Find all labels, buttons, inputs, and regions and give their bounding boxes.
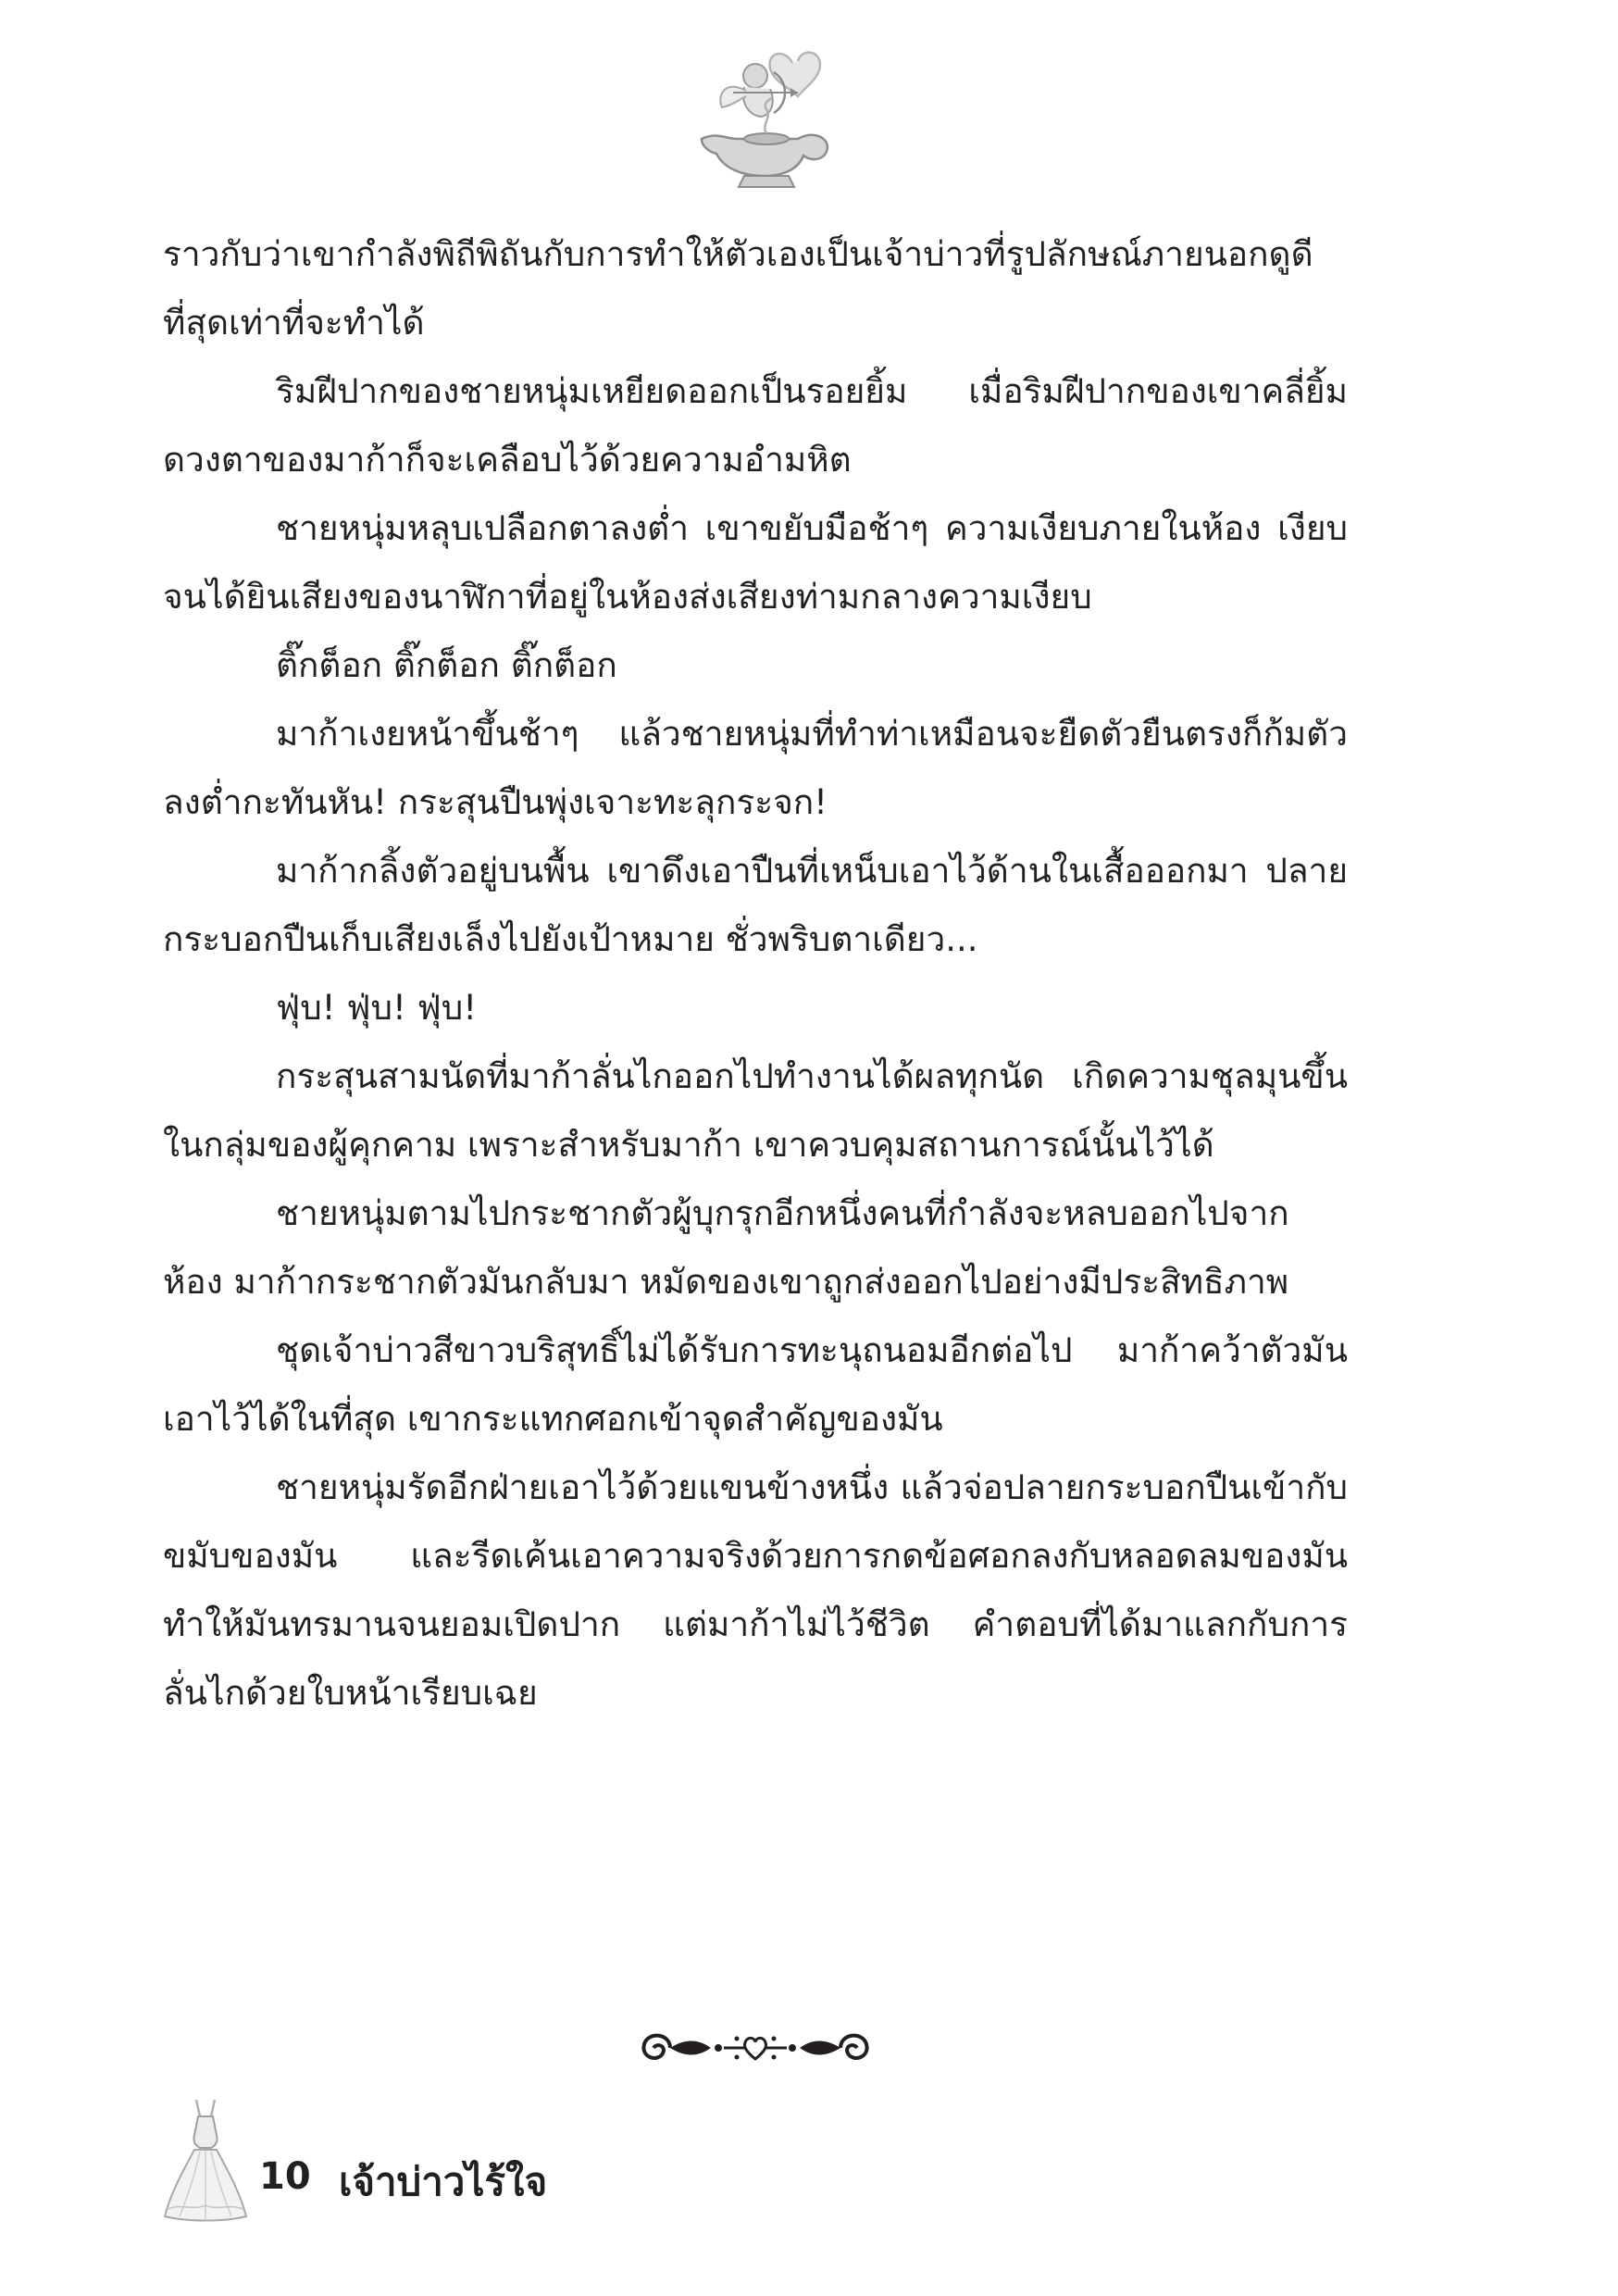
paragraph: ราวกับว่าเขากำลังพิถีพิถันกับการทำให้ตัวเองเป็นเจ้าบ่าวที่รูปลักษณ์ภายนอกดูดีที่สุดเท่าที่จะทำได้ <box>163 234 1313 343</box>
paragraph: ฟุ่บ! ฟุ่บ! ฟุ่บ! <box>276 988 478 1028</box>
cupid-genie-lamp-icon <box>689 35 837 193</box>
paragraph: ติ๊กต็อก ติ๊กต็อก ติ๊กต็อก <box>276 645 617 685</box>
paragraph: มาก้ากลิ้งตัวอยู่บนพื้น เขาดึงเอาปืนที่เหน็บเอาไว้ด้านในเสื้อออกมา ปลายกระบอกปืนเก็บเสียงเล็งไปยังเป้าหมาย ชั่วพริบตาเดียว... <box>163 851 1348 959</box>
paragraph: ชุดเจ้าบ่าวสีขาวบริสุทธิ์ไม่ได้รับการทะนุถนอมอีกต่อไป มาก้าคว้าตัวมันเอาไว้ได้ในที่สุด เขากระแทกศอกเข้าจุดสำคัญของมัน <box>163 1330 1348 1439</box>
page-footer <box>163 2094 811 2233</box>
flourish-heart-divider-icon <box>633 2018 877 2078</box>
paragraph: ชายหนุ่มหลุบเปลือกตาลงต่ำ เขาขยับมือช้าๆ ความเงียบภายในห้อง เงียบจนได้ยินเสียงของนาฬิกาที่อยู่ในห้องส่งเสียงท่ามกลางความเงียบ <box>163 508 1348 617</box>
paragraph: ริมฝีปากของชายหนุ่มเหยียดออกเป็นรอยยิ้ม เมื่อริมฝีปากของเขาคลี่ยิ้ม ดวงตาของมาก้าก็จะเคลือบไว้ด้วยความอำมหิต <box>163 371 1348 480</box>
book-title: เจ้าบ่าวไร้ใจ <box>339 2159 548 2204</box>
wedding-dress-icon <box>163 2094 248 2224</box>
paragraph: ชายหนุ่มตามไปกระชากตัวผู้บุกรุกอีกหนึ่งคนที่กำลังจะหลบออกไปจากห้อง มาก้ากระชากตัวมันกลับมา หมัดของเขาถูกส่งออกไปอย่างมีประสิทธิภาพ <box>163 1193 1289 1302</box>
paragraph: ชายหนุ่มรัดอีกฝ่ายเอาไว้ด้วยแขนข้างหนึ่ง แล้วจ่อปลายกระบอกปืนเข้ากับขมับของมัน และรีดเค้นเอาความจริงด้วยการกดข้อศอกลงกับหลอดลมของมัน ทำให้มันทรมานจนยอมเปิดปาก แต่มาก้าไม่ไว้ชีวิต คำตอบที่ได้มาแลกกับการลั่นไกด้วยใบหน้าเรียบเฉย <box>163 1467 1348 1713</box>
body-text <box>163 220 1348 1728</box>
page-number: 10 <box>259 2155 311 2198</box>
paragraph: กระสุนสามนัดที่มาก้าลั่นไกออกไปทำงานได้ผลทุกนัด เกิดความชุลมุนขึ้นในกลุ่มของผู้คุกคาม เพราะสำหรับมาก้า เขาควบคุมสถานการณ์นั้นไว้ได้ <box>163 1056 1348 1165</box>
paragraph: มาก้าเงยหน้าขึ้นช้าๆ แล้วชายหนุ่มที่ทำท่าเหมือนจะยืดตัวยืนตรงก็ก้มตัวลงต่ำกะทันหัน! กระสุนปืนพุ่งเจาะทะลุกระจก! <box>163 714 1348 822</box>
